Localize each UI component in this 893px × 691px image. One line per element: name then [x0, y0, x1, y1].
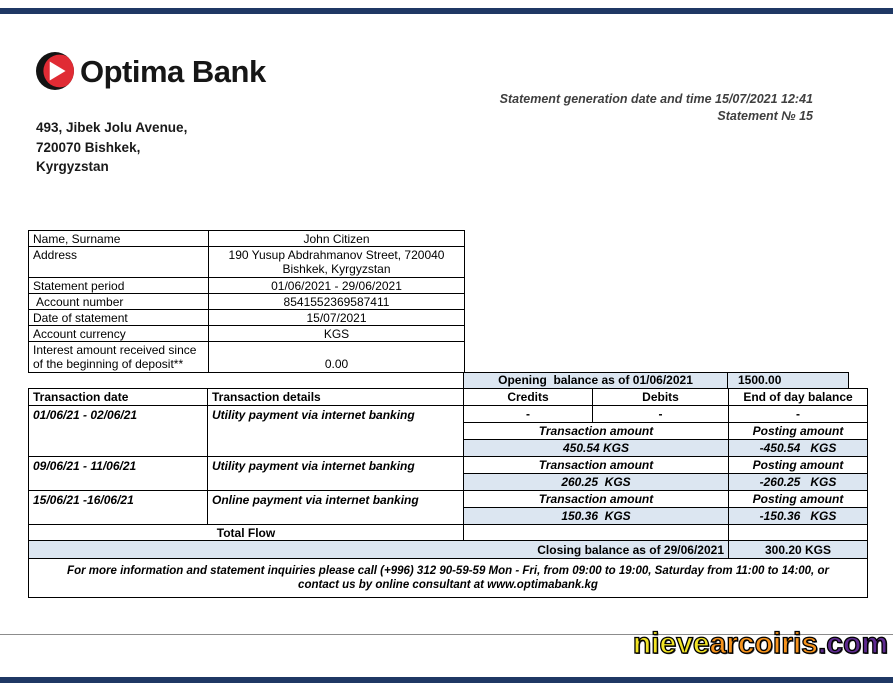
opening-balance-label: Opening balance as of 01/06/2021 — [463, 372, 728, 389]
col-header-transaction-date: Transaction date — [29, 389, 208, 406]
txn1-debit-dash: - — [593, 406, 729, 423]
txn3-date: 15/06/21 -16/06/21 — [29, 491, 208, 525]
txn2-details: Utility payment via internet banking — [208, 457, 464, 491]
txn3-transaction-amount: 150.36 KGS — [464, 508, 729, 525]
col-header-debits: Debits — [593, 389, 729, 406]
transaction-row-1 — [29, 406, 868, 423]
bank-address-line1: 493, Jibek Jolu Avenue, — [36, 120, 188, 135]
txn3-posting-amount-label: Posting amount — [729, 491, 868, 508]
info-value-period: 01/06/2021 - 29/06/2021 — [209, 278, 465, 294]
txn1-details: Utility payment via internet banking — [208, 406, 464, 457]
customer-info-table — [28, 230, 465, 373]
txn2-posting-amount: -260.25 KGS — [729, 474, 868, 491]
txn1-eod-dash: - — [729, 406, 868, 423]
col-header-credits: Credits — [464, 389, 593, 406]
top-border-bar — [0, 8, 893, 14]
info-row-date — [29, 310, 465, 326]
bottom-border-bar — [0, 677, 893, 683]
txn2-date: 09/06/21 - 11/06/21 — [29, 457, 208, 491]
txn2-transaction-amount: 260.25 KGS — [464, 474, 729, 491]
txn2-transaction-amount-label: Transaction amount — [464, 457, 729, 474]
info-value-address-line1: 190 Yusup Abdrahmanov Street, 720040 — [228, 248, 445, 262]
info-value-currency: KGS — [209, 326, 465, 342]
transactions-header-row — [29, 389, 868, 406]
info-label-date: Date of statement — [29, 310, 209, 326]
total-flow-empty-eod-cell — [729, 525, 868, 541]
info-value-address-line2: Bishkek, Kyrgyzstan — [282, 262, 391, 276]
info-label-name: Name, Surname — [29, 231, 209, 247]
watermark-part-arcoiris: arcoiris — [709, 627, 818, 660]
bank-address-line3: Kyrgyzstan — [36, 159, 109, 174]
txn3-details: Online payment via internet banking — [208, 491, 464, 525]
bank-name: Optima Bank — [80, 54, 266, 89]
info-label-address: Address — [29, 247, 209, 278]
txn1-transaction-amount-label: Transaction amount — [464, 423, 729, 440]
txn1-posting-amount: -450.54 KGS — [729, 440, 868, 457]
info-value-date: 15/07/2021 — [209, 310, 465, 326]
footer-note-line2: contact us by online consultant at www.optimabank.kg — [298, 579, 598, 591]
info-label-interest-line2: of the beginning of deposit** — [33, 357, 184, 371]
info-value-address — [209, 247, 465, 278]
closing-balance-label: Closing balance as of 29/06/2021 — [29, 541, 729, 559]
txn1-date: 01/06/21 - 02/06/21 — [29, 406, 208, 457]
info-value-interest: 0.00 — [209, 342, 465, 373]
info-row-name — [29, 231, 465, 247]
info-label-account: Account number — [29, 294, 209, 310]
watermark-part-nieve: nieve — [632, 627, 710, 660]
info-row-period — [29, 278, 465, 294]
watermark-part-com: .com — [817, 627, 888, 660]
closing-balance-value: 300.20 KGS — [729, 541, 868, 559]
txn2-posting-amount-label: Posting amount — [729, 457, 868, 474]
transaction-row-3 — [29, 491, 868, 508]
transactions-table — [28, 388, 868, 598]
info-label-currency: Account currency — [29, 326, 209, 342]
statement-number-line: Statement № 15 — [717, 109, 813, 123]
total-flow-empty-cell — [464, 525, 729, 541]
footer-note-line1: For more information and statement inquiries please call (+996) 312 90-59-59 Mon - Fri, from 09:00 to 19:00, Saturday from 11:00 to 14:00, or — [67, 565, 829, 577]
closing-balance-row — [29, 541, 868, 559]
bank-address-line2: 720070 Bishkek, — [36, 139, 141, 155]
col-header-transaction-details: Transaction details — [208, 389, 464, 406]
statement-footer-row — [29, 559, 868, 598]
info-row-interest — [29, 342, 465, 373]
opening-balance-value: 1500.00 — [728, 372, 849, 389]
info-value-account: 8541552369587411 — [209, 294, 465, 310]
txn3-posting-amount: -150.36 KGS — [729, 508, 868, 525]
col-header-end-of-day-balance: End of day balance — [729, 389, 868, 406]
info-row-account — [29, 294, 465, 310]
info-value-name: John Citizen — [209, 231, 465, 247]
total-flow-label: Total Flow — [29, 525, 464, 541]
bank-address-block — [36, 118, 187, 177]
statement-footer-note — [29, 559, 868, 598]
txn1-credit-dash: - — [464, 406, 593, 423]
optima-bank-logo — [36, 52, 266, 90]
transaction-row-2 — [29, 457, 868, 474]
txn1-transaction-amount: 450.54 KGS — [464, 440, 729, 457]
statement-generation-line: Statement generation date and time 15/07/2021 12:41 — [499, 92, 813, 106]
statement-meta — [293, 91, 813, 125]
watermark-nievearcoiris — [633, 627, 888, 661]
txn1-posting-amount-label: Posting amount — [729, 423, 868, 440]
total-flow-row — [29, 525, 868, 541]
info-label-interest — [29, 342, 209, 373]
txn3-transaction-amount-label: Transaction amount — [464, 491, 729, 508]
opening-balance-row — [463, 372, 849, 389]
info-label-interest-line1: Interest amount received since — [33, 343, 197, 357]
optima-bank-logo-icon — [36, 52, 74, 90]
info-row-address — [29, 247, 465, 278]
info-label-period: Statement period — [29, 278, 209, 294]
info-row-currency — [29, 326, 465, 342]
